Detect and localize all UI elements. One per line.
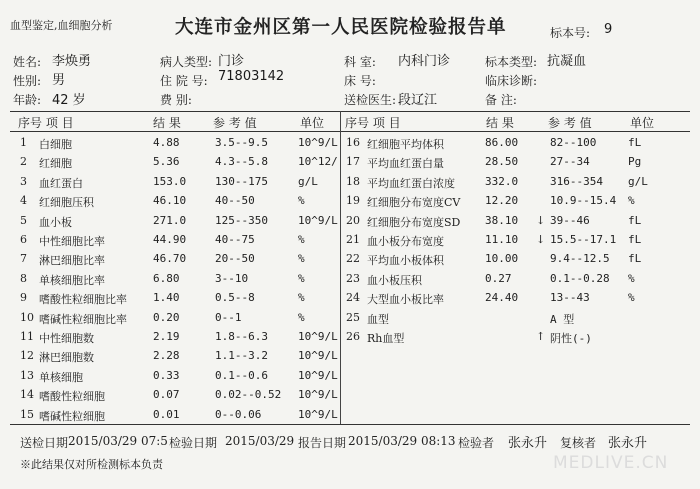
row-no: 18 <box>346 174 360 188</box>
row-name: 红细胞平均体积 <box>367 138 444 151</box>
row-value: 0.33 <box>153 368 180 382</box>
row-name: 血型 <box>367 312 389 326</box>
row-unit: g/L <box>298 174 318 188</box>
remark-label: 备 注: <box>485 93 517 107</box>
row-unit: % <box>298 252 305 266</box>
specimen-label: 标本类型: <box>485 55 538 69</box>
row-reference: 9.4--12.5 <box>550 252 610 266</box>
row-no: 19 <box>346 194 360 208</box>
row-value: 2.19 <box>153 330 180 343</box>
row-unit: fL <box>628 213 642 227</box>
tester-label: 检验者 <box>458 436 495 450</box>
row-name: 红细胞压积 <box>39 196 94 210</box>
row-unit: Pg <box>628 155 642 169</box>
table-row <box>0 309 700 328</box>
report-title: 大连市金州区第一人民医院检验报告单 <box>175 17 507 38</box>
check-date: 2015/03/29 <box>225 434 295 448</box>
row-unit: g/L <box>628 174 648 188</box>
row-name: 嗜酸性粒细胞 <box>39 390 105 404</box>
table-row <box>0 367 700 386</box>
tester: 张永升 <box>508 436 548 451</box>
row-name: 红细胞 <box>39 157 72 171</box>
row-flag: ↓ <box>536 233 546 246</box>
row-value: 11.10 <box>485 233 519 246</box>
patient-age: 42 岁 <box>52 93 86 108</box>
row-unit: % <box>298 291 305 305</box>
header-result: 结 果 <box>153 116 181 130</box>
table-row <box>0 386 700 405</box>
row-no: 8 <box>20 271 27 285</box>
row-value: 1.40 <box>153 291 180 305</box>
row-value: 12.20 <box>485 194 519 208</box>
row-name: 嗜碱性粒细胞比率 <box>39 312 127 326</box>
row-name: 血小板分布宽度 <box>367 235 444 248</box>
row-name: 嗜酸性粒细胞比率 <box>39 293 127 307</box>
row-reference: 0.5--8 <box>215 291 255 305</box>
row-reference: 0--0.06 <box>215 407 262 421</box>
row-unit: % <box>628 194 635 208</box>
row-unit: % <box>298 310 305 324</box>
reviewer: 张永升 <box>608 436 648 451</box>
row-no: 2 <box>20 155 27 169</box>
row-flag: ↓ <box>536 213 546 227</box>
row-value: 0.27 <box>485 271 512 285</box>
sample-no: 9 <box>604 22 613 37</box>
disclaimer: ※此结果仅对所检测标本负责 <box>20 458 163 471</box>
dept-label: 科 室: <box>344 55 376 69</box>
name-label: 姓名: <box>13 55 42 69</box>
row-unit: 10^9/L <box>298 349 338 363</box>
row-value: 4.88 <box>153 136 180 149</box>
row-no: 7 <box>20 252 27 266</box>
row-no: 23 <box>346 271 360 285</box>
row-no: 15 <box>20 407 34 421</box>
sample-no-label: 标本号: <box>550 26 591 40</box>
row-no: 9 <box>20 291 27 305</box>
row-unit: fL <box>628 233 642 246</box>
table-row <box>0 153 700 172</box>
send-date-label: 送检日期 <box>20 436 69 450</box>
test-type: 血型鉴定,血细胞分析 <box>10 19 113 32</box>
row-name: 红细胞分布宽度SD <box>367 215 461 229</box>
row-no: 21 <box>346 233 360 246</box>
row-reference: 27--34 <box>550 155 590 169</box>
table-row <box>0 250 700 269</box>
row-value: 10.00 <box>485 252 519 266</box>
row-no: 20 <box>346 213 360 227</box>
ptype-label: 病人类型: <box>160 55 213 69</box>
row-reference: A 型 <box>550 312 575 326</box>
row-value: 46.10 <box>153 194 187 208</box>
row-unit: 10^9/L <box>298 407 338 421</box>
row-reference: 1.8--6.3 <box>215 330 268 343</box>
row-reference-flag: ↑ <box>536 330 546 343</box>
row-value: 5.36 <box>153 155 180 169</box>
row-unit: 10^9/L <box>298 330 338 343</box>
row-reference: 阴性(-) <box>550 332 592 345</box>
row-value: 28.50 <box>485 155 519 169</box>
row-value: 38.10 <box>485 213 519 227</box>
row-name: 血红蛋白 <box>39 176 83 190</box>
report-date: 2015/03/29 08:13 <box>348 434 456 448</box>
row-reference: 0.1--0.6 <box>215 368 268 382</box>
row-reference: 1.1--3.2 <box>215 349 268 363</box>
row-no: 3 <box>20 174 27 188</box>
row-value: 6.80 <box>153 271 180 285</box>
header-unit-right: 单位 <box>630 116 655 130</box>
row-reference: 4.3--5.8 <box>215 155 268 169</box>
row-unit: 10^9/L <box>298 388 338 402</box>
table-row <box>0 212 700 231</box>
row-no: 11 <box>20 330 34 343</box>
row-no: 26 <box>346 330 360 343</box>
fee-label: 费 别: <box>160 93 192 107</box>
table-row <box>0 192 700 211</box>
row-reference: 0.02--0.52 <box>215 388 282 402</box>
patient-name: 李焕勇 <box>52 54 92 69</box>
table-header <box>0 112 700 131</box>
row-unit: 10^9/L <box>298 136 338 149</box>
header-reference-right: 参 考 值 <box>548 116 592 130</box>
row-reference: 39--46 <box>550 213 590 227</box>
row-reference: 125--350 <box>215 213 268 227</box>
row-name: Rh血型 <box>367 332 405 345</box>
inpatient-no: 71803142 <box>218 69 285 84</box>
doctor-label: 送检医生: <box>344 93 397 107</box>
row-reference: 82--100 <box>550 136 597 149</box>
table-row <box>0 347 700 366</box>
row-reference: 40--75 <box>215 233 255 246</box>
row-name: 淋巴细胞数 <box>39 351 94 365</box>
row-value: 44.90 <box>153 233 187 246</box>
row-no: 22 <box>346 252 360 266</box>
row-reference: 0.1--0.28 <box>550 271 610 285</box>
table-row <box>0 173 700 192</box>
row-unit: fL <box>628 136 642 149</box>
row-reference: 13--43 <box>550 291 590 305</box>
row-name: 血小板压积 <box>367 273 422 287</box>
send-date: 2015/03/29 07:5 <box>68 434 168 448</box>
row-reference: 0--1 <box>215 310 242 324</box>
row-unit: fL <box>628 252 642 266</box>
table-row <box>0 406 700 425</box>
department: 内科门诊 <box>398 54 451 69</box>
row-name: 单核细胞比率 <box>39 273 105 287</box>
row-no: 6 <box>20 233 27 246</box>
row-name: 血小板 <box>39 215 72 229</box>
row-value: 24.40 <box>485 291 519 305</box>
row-value: 0.07 <box>153 388 180 402</box>
row-no: 16 <box>346 136 360 149</box>
row-name: 平均血红蛋白浓度 <box>367 176 455 190</box>
row-unit: % <box>298 233 305 246</box>
row-reference: 40--50 <box>215 194 255 208</box>
doctor: 段辽江 <box>398 93 438 108</box>
row-name: 中性细胞比率 <box>39 235 105 248</box>
row-no: 5 <box>20 213 27 227</box>
row-value: 46.70 <box>153 252 187 266</box>
row-no: 24 <box>346 291 360 305</box>
row-value: 0.01 <box>153 407 180 421</box>
row-unit: 10^12/ <box>298 155 338 169</box>
table-row <box>0 289 700 308</box>
row-no: 13 <box>20 368 34 382</box>
report-date-label: 报告日期 <box>298 436 347 450</box>
row-name: 平均血红蛋白量 <box>367 157 444 171</box>
row-unit: 10^9/L <box>298 368 338 382</box>
header-result-right: 结 果 <box>486 116 514 130</box>
header-reference: 参 考 值 <box>213 116 257 130</box>
row-reference: 15.5--17.1 <box>550 233 617 246</box>
row-name: 单核细胞 <box>39 370 83 384</box>
row-name: 淋巴细胞比率 <box>39 254 105 268</box>
table-row <box>0 270 700 289</box>
row-reference: 130--175 <box>215 174 268 188</box>
row-reference: 10.9--15.4 <box>550 194 617 208</box>
sex-label: 性别: <box>13 74 42 88</box>
row-no: 17 <box>346 155 360 169</box>
row-unit: % <box>298 194 305 208</box>
row-name: 红细胞分布宽度CV <box>367 196 461 210</box>
row-value: 153.0 <box>153 174 187 188</box>
age-label: 年龄: <box>13 93 42 107</box>
row-value: 271.0 <box>153 213 187 227</box>
table-row <box>0 231 700 250</box>
row-unit: % <box>298 271 305 285</box>
table-row <box>0 134 700 153</box>
row-value: 86.00 <box>485 136 519 149</box>
row-no: 14 <box>20 388 34 402</box>
row-no: 1 <box>20 136 27 149</box>
row-reference: 20--50 <box>215 252 255 266</box>
row-value: 332.0 <box>485 174 519 188</box>
row-unit: % <box>628 271 635 285</box>
row-reference: 316--354 <box>550 174 603 188</box>
row-unit: % <box>628 291 635 305</box>
row-no: 25 <box>346 310 360 324</box>
watermark: MEDLIVE.CN <box>553 453 669 473</box>
bed-label: 床 号: <box>344 74 376 88</box>
row-name: 中性细胞数 <box>39 332 94 345</box>
row-name: 大型血小板比率 <box>367 293 444 307</box>
patient-type: 门诊 <box>218 54 245 69</box>
header-rule <box>10 131 690 132</box>
row-value: 0.20 <box>153 310 180 324</box>
table-row <box>0 328 700 347</box>
row-name: 白细胞 <box>39 138 72 151</box>
diagnosis-label: 临床诊断: <box>485 74 538 88</box>
inpatient-label: 住 院 号: <box>160 74 208 88</box>
row-no: 4 <box>20 194 27 208</box>
header-item-right: 序号 项 目 <box>345 116 401 130</box>
header-unit: 单位 <box>300 116 325 130</box>
header-item: 序号 项 目 <box>18 116 74 130</box>
row-no: 10 <box>20 310 34 324</box>
row-name: 平均血小板体积 <box>367 254 444 268</box>
row-no: 12 <box>20 349 34 363</box>
row-unit: 10^9/L <box>298 213 338 227</box>
reviewer-label: 复核者 <box>560 436 597 450</box>
specimen-type: 抗凝血 <box>547 54 587 69</box>
row-reference: 3.5--9.5 <box>215 136 268 149</box>
row-reference: 3--10 <box>215 271 249 285</box>
patient-sex: 男 <box>52 73 66 88</box>
check-date-label: 检验日期 <box>169 436 218 450</box>
row-value: 2.28 <box>153 349 180 363</box>
row-name: 嗜碱性粒细胞 <box>39 409 105 423</box>
